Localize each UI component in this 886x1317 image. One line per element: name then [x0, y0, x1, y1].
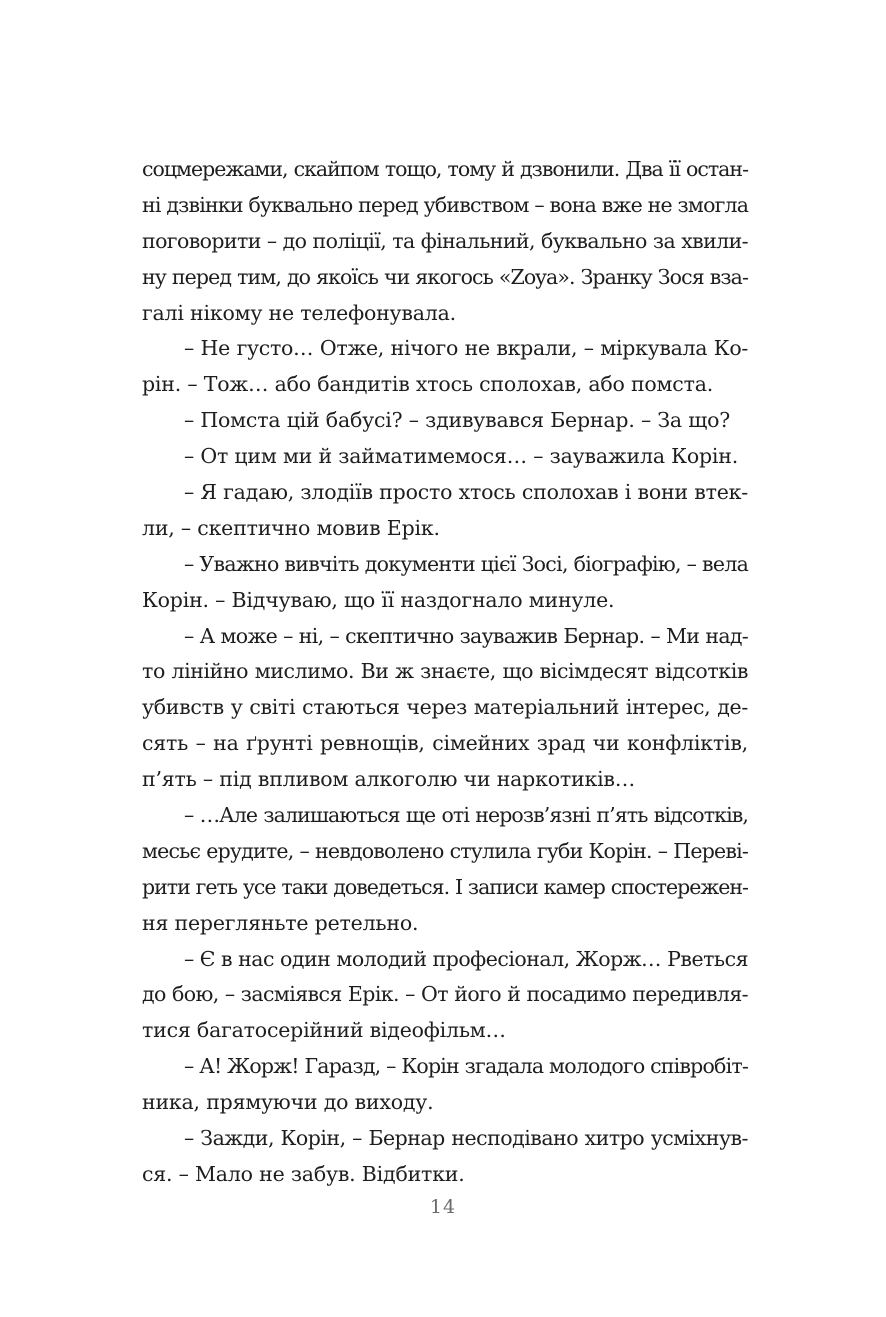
text-line: ли, – скептично мовив Ерік.: [142, 515, 440, 540]
text-line: – Зажди, Корін, – Бернар несподівано хитро усміхнув-: [184, 1126, 748, 1151]
text-line: – А може – ні, – скептично зауважив Бернар. – Ми над-: [184, 623, 748, 648]
body-text: [142, 152, 748, 1193]
text-line: галі нікому не телефонувала.: [142, 300, 456, 325]
text-line: – Уважно вивчіть документи цієї Зосі, біографію, – вела: [184, 551, 749, 576]
text-line: убивств у світі стаються через матеріальний інтерес, де-: [142, 695, 748, 720]
text-line: – Я гадаю, злодіїв просто хтось сполохав і вони втек-: [184, 480, 748, 505]
text-line: – От цим ми й займатимемося… – зауважила Корін.: [184, 444, 739, 469]
text-line: – А! Жорж! Гаразд, – Корін згадала молодого співробіт-: [184, 1054, 748, 1079]
text-line: рити геть усе таки доведеться. І записи камер спостережен-: [142, 874, 748, 899]
text-line: – …Але залишаються ще оті нерозв’язні п’ять відсотків,: [184, 803, 748, 828]
text-line: ня перегляньте ретельно.: [142, 910, 419, 935]
text-line: п’ять – під впливом алкоголю чи наркотиків…: [142, 767, 636, 792]
text-line: Корін. – Відчуваю, що її наздогнало минуле.: [142, 587, 615, 612]
text-line: поговорити – до поліції, та фінальний, буквально за хвили-: [142, 228, 748, 253]
text-line: ника, прямуючи до виходу.: [142, 1090, 434, 1115]
text-line: сять – на ґрунті ревнощів, сімейних зрад чи конфліктів,: [142, 731, 748, 756]
text-line: тися багатосерійний відеофільм…: [142, 1018, 506, 1043]
text-line: до бою, – засміявся Ерік. – От його й посадимо передивля-: [142, 982, 748, 1007]
page-number: 14: [429, 1196, 457, 1218]
text-line: ся. – Мало не забув. Відбитки.: [142, 1161, 465, 1186]
text-line: то лінійно мислимо. Ви ж знаєте, що вісімдесят відсотків: [142, 659, 748, 684]
text-line: ні дзвінки буквально перед убивством – вона вже не змогла: [142, 192, 749, 217]
text-line: – Не густо… Отже, нічого не вкрали, – міркувала Ко-: [184, 336, 748, 361]
text-line: месьє ерудите, – невдоволено стулила губи Корін. – Переві-: [142, 838, 748, 863]
text-line: соцмережами, скайпом тощо, тому й дзвонили. Два її остан-: [142, 157, 748, 181]
text-line: рін. – Тож… або бандитів хтось сполохав, або помста.: [142, 372, 714, 397]
text-line: – Помста цій бабусі? – здивувався Бернар. – За що?: [184, 408, 731, 433]
text-line: ну перед тим, до якоїсь чи якогось «Zoya». Зранку Зося вза-: [142, 264, 748, 289]
text-line: – Є в нас один молодий професіонал, Жорж… Рветься: [184, 946, 748, 971]
